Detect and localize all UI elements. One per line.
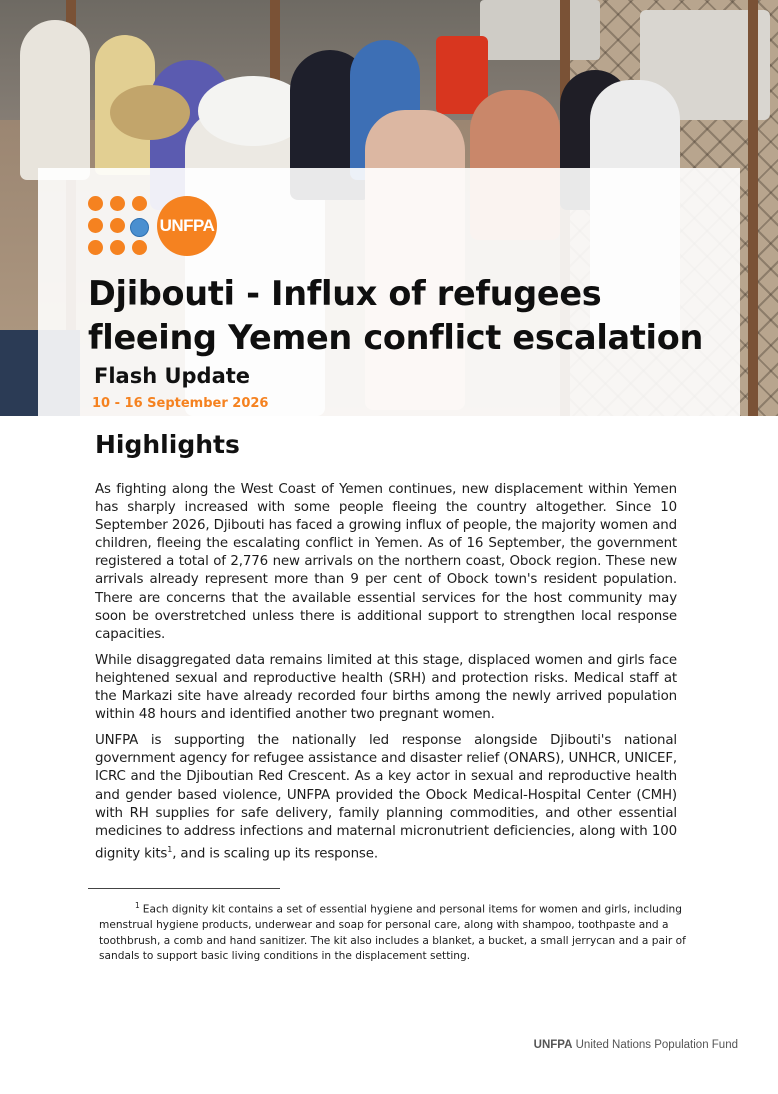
highlights-body — [95, 481, 677, 871]
title-panel — [38, 168, 740, 416]
highlights-paragraph-1: As fighting along the West Coast of Yemen continues, new displacement within Yemen has sharply increased with some people fleeing the country altogether. Since 10 September 2026, Djibouti has faced a growing influx of people, the majority women and children, fleeing the escalating conflict in Yemen. As of 16 September, the government registered a total of 2,776 new arrivals on the northern coast, Obock region. These new arrivals already represent more than 9 per cent of Obock town's resident population. There are concerns that the available essential services for the host community may soon be overstretched unless there is additional support to strengthen local response capacities. — [95, 482, 677, 642]
page-footer — [534, 1039, 738, 1051]
footnote-reference[interactable]: 1 — [167, 844, 173, 854]
highlights-heading: Highlights — [95, 430, 240, 459]
report-date-range: 10 - 16 September 2026 — [92, 396, 269, 411]
photo-cap — [110, 85, 190, 140]
title-line-1: Djibouti - Influx of refugees — [88, 274, 602, 313]
paragraph-3-text: UNFPA is supporting the nationally led response alongside Djibouti's national government agency for refugee assistance and disaster relief (ONARS), UNHCR, UNICEF, ICRC and the Djiboutian Red Crescent. As a key actor in sexual and reproductive health and gender based violence, UNFPA provided the Obock Medical-Hospital Center (CMH) with RH supplies for safe delivery, family planning commodities, and other essential medicines to address infections and maternal micronutrient deficiencies, along with 100 dignity kits — [95, 733, 677, 862]
footnote-text: Each dignity kit contains a set of essential hygiene and personal items for women and girls, including menstrual hygiene products, underwear and soap for personal care, along with shampoo, toothpaste and a toothbrush, a comb and hand sanitizer. The kit also includes a blanket, a bucket, a small jerrycan and a pair of sandals to support basic living conditions in the displacement setting. — [99, 903, 686, 963]
photo-vehicle — [480, 0, 600, 60]
footer-brand: UNFPA — [533, 1039, 573, 1051]
photo-pole — [748, 0, 758, 416]
paragraph-3-tail: , and is scaling up its response. — [172, 846, 378, 862]
footnote — [99, 898, 727, 965]
document-subtitle: Flash Update — [94, 364, 251, 388]
un-emblem-icon — [130, 218, 149, 237]
photo-person — [20, 20, 90, 180]
footnote-divider — [88, 888, 280, 889]
footer-org-name: United Nations Population Fund — [572, 1039, 738, 1051]
highlights-paragraph-2: While disaggregated data remains limited at this stage, displaced women and girls face heightened sexual and reproductive health (SRH) and protection risks. Medical staff at the Markazi site have already recorded four births among the newly arrived population within 48 hours and identified another two pregnant women. — [95, 652, 677, 723]
title-line-2: fleeing Yemen conflict escalation — [88, 318, 703, 357]
document-title — [88, 272, 728, 360]
highlights-paragraph-3 — [95, 732, 677, 863]
footnote-number: 1 — [135, 901, 140, 910]
logo-wordmark: UNFPA — [157, 196, 217, 256]
unfpa-logo — [88, 196, 288, 256]
